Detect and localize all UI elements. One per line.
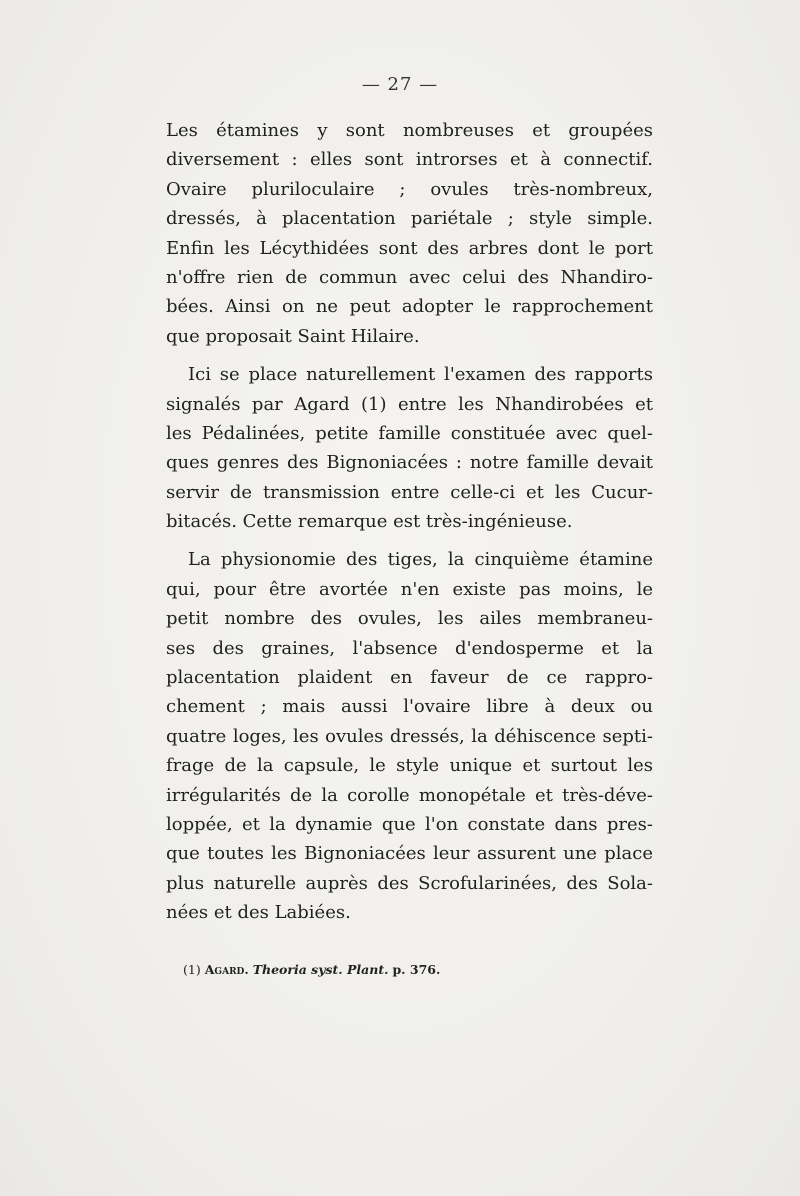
text-line: nées et des Labiées.	[166, 902, 351, 924]
text-line: ses des graines, l'absence d'endosperme et la	[166, 637, 653, 659]
text-line: qui, pour être avortée n'en existe pas moins, le	[166, 578, 653, 600]
paragraph	[166, 360, 653, 536]
text-line: diversement : elles sont introrses et à connectif.	[166, 149, 653, 171]
text-line: n'offre rien de commun avec celui des Nhandiro-	[166, 266, 653, 288]
text-line: bitacés. Cette remarque est très-ingénieuse.	[166, 511, 573, 533]
text-line: petit nombre des ovules, les ailes membraneu-	[166, 608, 653, 630]
footnote-marker: (1)	[183, 962, 201, 977]
text-line: les Pédalinées, petite famille constituée avec quel-	[166, 422, 653, 444]
text-line: bées. Ainsi on ne peut adopter le rapprochement	[166, 296, 653, 318]
paragraph	[166, 116, 653, 351]
text-line: servir de transmission entre celle-ci et les Cucur-	[166, 481, 653, 503]
footnote-author: Agard.	[204, 962, 249, 977]
text-line: Les étamines y sont nombreuses et groupées	[166, 120, 653, 141]
text-line: loppée, et la dynamie que l'on constate dans pres-	[166, 813, 653, 835]
text-line: chement ; mais aussi l'ovaire libre à deux ou	[166, 696, 653, 718]
text-line: Enfin les Lécythidées sont des arbres dont le port	[166, 237, 653, 259]
text-line: ques genres des Bignoniacées : notre famille devait	[166, 452, 653, 474]
footnote-page-ref: p. 376.	[392, 962, 441, 977]
text-line: plus naturelle auprès des Scrofularinées, des Sola-	[166, 872, 653, 894]
paragraph	[166, 545, 653, 927]
text-line: frage de la capsule, le style unique et surtout les	[166, 755, 653, 777]
text-line: Ici se place naturellement l'examen des rapports	[188, 364, 653, 386]
text-line: signalés par Agard (1) entre les Nhandirobées et	[166, 393, 653, 415]
text-line: dressés, à placentation pariétale ; style simple.	[166, 208, 653, 230]
text-line: placentation plaident en faveur de ce rappro-	[166, 667, 653, 689]
text-line: que proposait Saint Hilaire.	[166, 325, 420, 347]
footnote-title: Theoria syst. Plant.	[252, 962, 389, 977]
page-number: — 27 —	[361, 74, 439, 95]
text-line: La physionomie des tiges, la cinquième étamine	[188, 549, 653, 571]
body-text	[166, 116, 653, 928]
text-line: irrégularités de la corolle monopétale et très-déve-	[166, 784, 653, 806]
text-line: quatre loges, les ovules dressés, la déhiscence septi-	[166, 725, 653, 747]
footnote	[183, 962, 440, 977]
text-line: que toutes les Bignoniacées leur assurent une place	[166, 843, 653, 865]
text-line: Ovaire pluriloculaire ; ovules très-nombreux,	[166, 178, 653, 200]
